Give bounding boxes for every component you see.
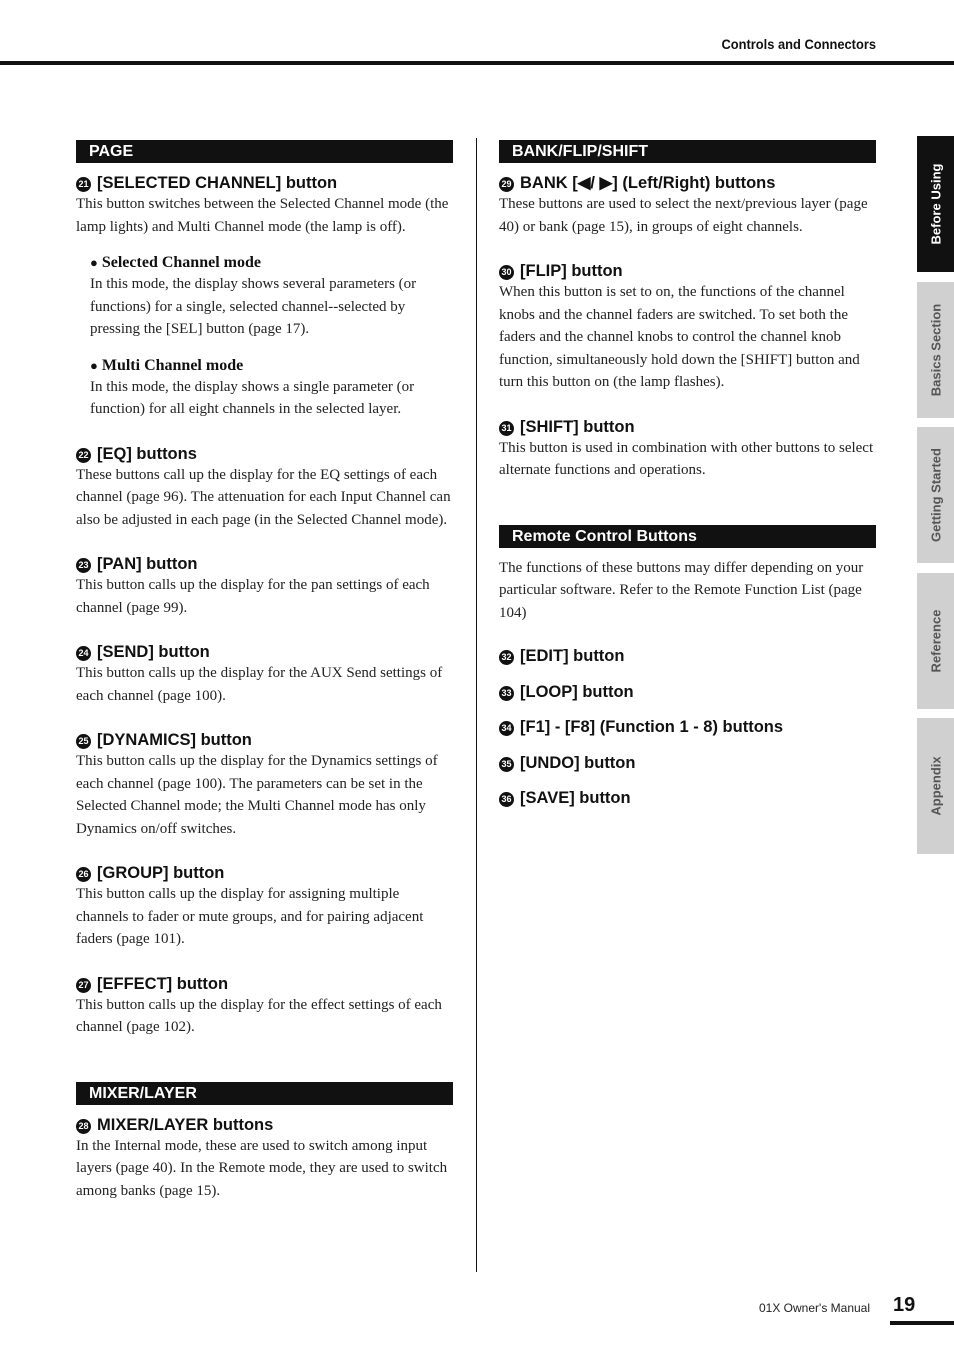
item-21 (76, 173, 453, 421)
item-28 (76, 1115, 453, 1203)
item-30 (499, 261, 876, 394)
sub-item-description: In this mode, the display shows a single parameter (or function) for all eight channels in the selected layer. (90, 378, 415, 417)
item-title: 24 [SEND] button (76, 642, 453, 662)
tab-label: Reference (928, 609, 943, 673)
sub-item-multi-channel-mode (76, 356, 453, 421)
item-29 (499, 173, 876, 238)
left-column (76, 140, 453, 1202)
item-number-badge: 26 (76, 867, 91, 882)
item-number-badge: 36 (499, 792, 514, 807)
footer-rule (890, 1321, 954, 1325)
column-divider (476, 138, 477, 1272)
item-number-badge: 23 (76, 558, 91, 573)
item-22 (76, 444, 453, 532)
section-heading-page: PAGE (76, 140, 453, 163)
tab-basics-section[interactable] (917, 282, 954, 418)
item-title: 22 [EQ] buttons (76, 444, 453, 464)
sub-item-description: In this mode, the display shows several parameters (or functions) for a single, selected channel--selected by pressing the [SEL] button (page 17). (90, 276, 417, 337)
item-description: This button calls up the display for the Dynamics settings of each channel (page 100). The parameters can be set in the Selected Channel mode; the Multi Channel mode has only Dynamics on/off switches. (76, 753, 438, 837)
item-number-badge: 32 (499, 650, 514, 665)
item-title: 21 [SELECTED CHANNEL] button (76, 173, 453, 193)
item-25 (76, 730, 453, 840)
section-heading-remote-control: Remote Control Buttons (499, 525, 876, 548)
item-title: 26 [GROUP] button (76, 863, 453, 883)
sub-item-title: ● Selected Channel mode (90, 254, 261, 271)
item-description: This button switches between the Selected Channel mode (the lamp lights) and Multi Channel mode (the lamp is off). (76, 196, 449, 235)
item-title: 28 MIXER/LAYER buttons (76, 1115, 453, 1135)
tab-label: Getting Started (928, 448, 943, 542)
item-number-badge: 22 (76, 448, 91, 463)
item-description: This button is used in combination with other buttons to select alternate functions and operations. (499, 439, 874, 478)
tab-appendix[interactable] (917, 718, 954, 854)
item-24 (76, 642, 453, 707)
item-number-badge: 34 (499, 721, 514, 736)
tab-before-using[interactable] (917, 136, 954, 272)
page-number: 19 (893, 1294, 916, 1316)
tab-label: Basics Section (928, 303, 943, 397)
item-34: 34 [F1] - [F8] (Function 1 - 8) buttons (499, 717, 876, 737)
item-description: This button calls up the display for the effect settings of each channel (page 102). (76, 996, 442, 1035)
item-32: 32 [EDIT] button (499, 646, 876, 666)
item-number-badge: 21 (76, 177, 91, 192)
tab-label: Before Using (928, 163, 943, 245)
remote-button-list (499, 646, 876, 808)
item-number-badge: 28 (76, 1119, 91, 1134)
item-number-badge: 24 (76, 646, 91, 661)
item-description: When this button is set to on, the functions of the channel knobs and the channel faders are switched. To set both the faders and the channel knobs to control the channel knob function, simultaneously hold down the [SHIFT] button and turn this button on (the lamp flashes). (499, 284, 860, 390)
tab-getting-started[interactable] (917, 427, 954, 563)
remote-intro: The functions of these buttons may differ depending on your particular software. Refer to the Remote Function List (page 104) (499, 559, 864, 621)
right-column (499, 140, 876, 808)
header-rule (0, 61, 954, 65)
item-title: 25 [DYNAMICS] button (76, 730, 453, 750)
item-title: 23 [PAN] button (76, 554, 453, 574)
section-heading-mixer-layer: MIXER/LAYER (76, 1082, 453, 1105)
footer-manual-title: 01X Owner's Manual (759, 1301, 871, 1315)
item-36: 36 [SAVE] button (499, 788, 876, 808)
item-35: 35 [UNDO] button (499, 753, 876, 773)
item-31 (499, 417, 876, 482)
item-number-badge: 35 (499, 757, 514, 772)
item-33: 33 [LOOP] button (499, 682, 876, 702)
item-23 (76, 554, 453, 619)
item-number-badge: 29 (499, 177, 514, 192)
item-number-badge: 25 (76, 734, 91, 749)
item-description: These buttons call up the display for the EQ settings of each channel (page 96). The attenuation for each Input Channel can also be adjusted in each page (in the Selected Channel mode). (76, 466, 451, 528)
item-description: This button calls up the display for the AUX Send settings of each channel (page 100). (76, 665, 443, 704)
item-description: These buttons are used to select the next/previous layer (page 40) or bank (page 15), in groups of eight channels. (499, 196, 868, 235)
item-title: 31 [SHIFT] button (499, 417, 876, 437)
item-number-badge: 31 (499, 421, 514, 436)
bullet-icon: ● (90, 255, 98, 270)
tab-label: Appendix (928, 756, 943, 816)
item-title: 27 [EFFECT] button (76, 974, 453, 994)
item-27 (76, 974, 453, 1039)
bullet-icon: ● (90, 357, 98, 373)
tab-reference[interactable] (917, 573, 954, 709)
sub-item-selected-channel-mode (76, 253, 453, 341)
item-description: This button calls up the display for assigning multiple channels to fader or mute groups, and for pairing adjacent faders (page 101). (76, 886, 424, 947)
item-number-badge: 27 (76, 978, 91, 993)
sub-item-title: ● Multi Channel mode (90, 356, 244, 374)
section-heading-bank-flip-shift: BANK/FLIP/SHIFT (499, 140, 876, 163)
running-header: Controls and Connectors (721, 36, 876, 52)
item-description: This button calls up the display for the pan settings of each channel (page 99). (76, 577, 430, 616)
item-title: 30 [FLIP] button (499, 261, 876, 281)
item-description: In the Internal mode, these are used to switch among input layers (page 40). In the Remote mode, they are used to switch among banks (page 15). (76, 1137, 448, 1199)
item-number-badge: 30 (499, 265, 514, 280)
item-title: 29 BANK [◀/ ▶] (Left/Right) buttons (499, 173, 876, 193)
item-number-badge: 33 (499, 686, 514, 701)
item-26 (76, 863, 453, 951)
